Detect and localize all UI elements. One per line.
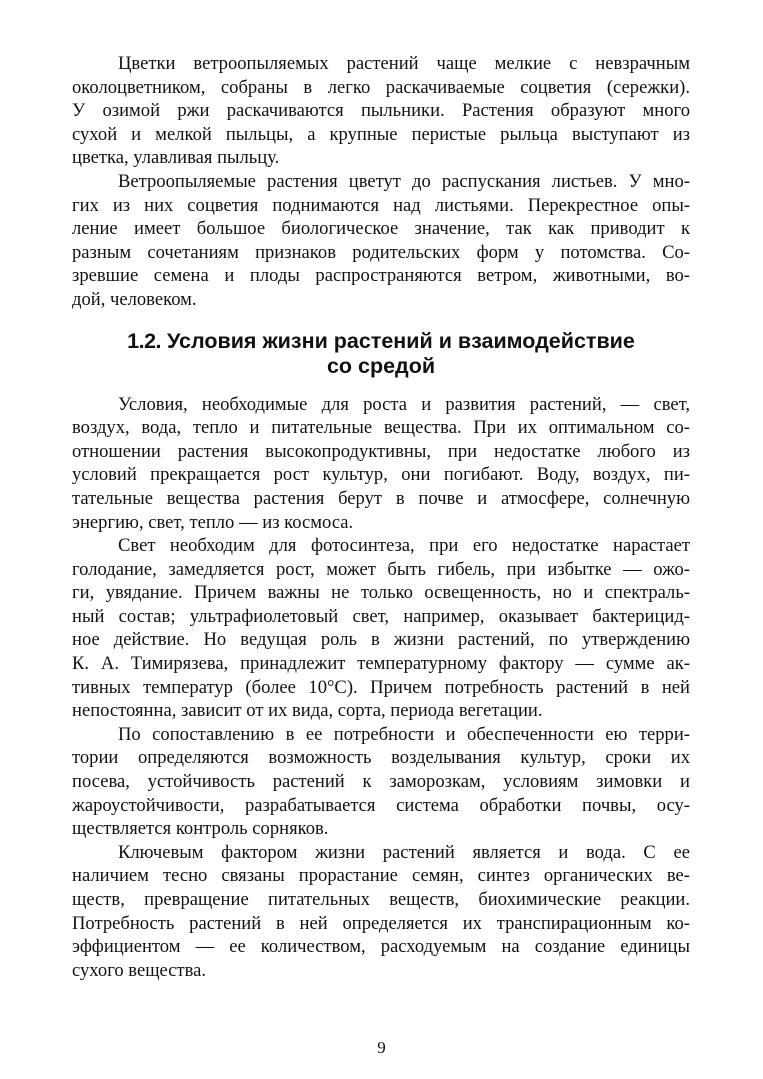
heading-number: 1.2. [127, 328, 162, 353]
text-line: зревшие семена и плоды распространяются ветром, животными, во- [72, 265, 690, 287]
text-line: околоцветником, собраны в легко раскачиваемые соцветия (сережки). [72, 76, 690, 98]
text-line: Потребность растений в ней определяется их транспирационным ко- [72, 912, 690, 934]
text-line: тивных температур (более 10°С). Причем потребность растений в ней [72, 676, 690, 698]
page-content [72, 52, 690, 982]
text-line: наличием тесно связаны прорастание семян, синтез органических ве- [72, 865, 690, 887]
text-line: голодание, замедляется рост, может быть гибель, при избытке — ожо- [72, 558, 690, 580]
text-line: эффициентом — ее количеством, расходуемым на создание единицы [72, 936, 690, 958]
text-line: тательные вещества растения берут в почве и атмосфере, солнечную [72, 487, 690, 509]
heading-line-1 [72, 329, 690, 355]
text-line: ный состав; ультрафиолетовый свет, например, оказывает бактерицид- [72, 605, 690, 627]
section-main-text [72, 393, 690, 983]
text-line: ги, увядание. Причем важны не только освещенность, но и спектраль- [72, 582, 690, 604]
text-line: ществляется контроль сорняков. [72, 818, 329, 840]
text-line: Цветки ветроопыляемых растений чаще мелкие с невзрачным [118, 53, 690, 74]
text-line: ное действие. Но ведущая роль в жизни растений, по утверждению [72, 629, 690, 651]
text-line: отношении растения высокопродуктивны, при недостатке любого из [72, 440, 690, 462]
text-line: К. А. Тимирязева, принадлежит температурному фактору — сумме ак- [72, 653, 690, 675]
text-line: разным сочетаниям признаков родительских форм у потомства. Со- [72, 241, 690, 263]
text-line: сухой и мелкой пыльцы, а крупные перистые рыльца выступают из [72, 123, 690, 145]
section-heading [72, 329, 690, 380]
text-line: дой, человеком. [72, 288, 197, 310]
heading-line-2: со средой [326, 354, 436, 379]
heading-title-part1: Условия жизни растений и взаимодействие [167, 328, 635, 353]
text-line: Свет необходим для фотосинтеза, при его недостатке нарастает [118, 535, 690, 557]
text-line: энергию, свет, тепло — из космоса. [72, 511, 354, 533]
text-line: жароустойчивости, разрабатывается система обработки почвы, осу- [72, 794, 690, 816]
text-line: сухого вещества. [72, 959, 207, 981]
text-line: Условия, необходимые для роста и развития растений, — свет, [118, 393, 690, 415]
section-intro-text [72, 52, 690, 312]
text-line: ществ, превращение питательных веществ, биохимические реакции. [72, 889, 690, 910]
text-line: тории определяются возможность возделывания культур, сроки их [72, 747, 690, 769]
text-line: По сопоставлению в ее потребности и обеспеченности ею терри- [118, 723, 690, 745]
text-line: непостоянна, зависит от их вида, сорта, периода вегетации. [72, 700, 543, 722]
text-line: Ветроопыляемые растения цветут до распускания листьев. У мно- [118, 170, 690, 192]
text-line: условий прекращается рост культур, они погибают. Воду, воздух, пи- [72, 464, 690, 486]
page-number: 9 [377, 1038, 386, 1057]
text-line: гих из них соцветия поднимаются над листьями. Перекрестное опы- [72, 194, 690, 216]
text-line: посева, устойчивость растений к заморозкам, условиям зимовки и [72, 771, 690, 793]
text-line: У озимой ржи раскачиваются пыльники. Растения образуют много [72, 100, 690, 122]
text-line: Ключевым фактором жизни растений является и вода. С ее [118, 841, 690, 863]
text-line: цветка, улавливая пыльцу. [72, 147, 280, 169]
text-line: воздух, вода, тепло и питательные вещества. При их оптимальном со- [72, 417, 690, 439]
text-line: ление имеет большое биологическое значение, так как приводит к [72, 218, 690, 240]
